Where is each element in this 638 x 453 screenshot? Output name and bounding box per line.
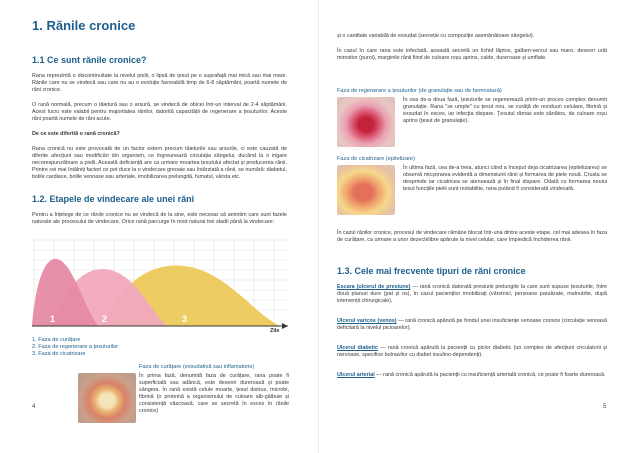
section-1-2-title: 1.2. Etapele de vindecare ale unei răni <box>32 194 195 204</box>
phase-legend-2: 2. Faza de regenerare a țesuturilor <box>32 344 119 350</box>
phase-3-text: În ultima fază, cea de-a treia, atunci când a început deja cicatrizarea (epitelizarea) se observă micșorarea evidentă a dimensiunii rănii și formarea de piele nouă. Crusta se desprinde iar cicatricea se atenuează și în final dispare. Odată cu formarea noului țesut funcțiile pielii sunt restabilite, rana putând fi considerată vindecată. <box>403 165 607 193</box>
wound-type-desc: — rană cronică datorată presiunii prelungite la care sunt supuse țesuturile, între două planuri dure (pat și os), în cazul pacienților imobilizați (vârstnici, persoane paralizate, malnutrite, după intervenții chirurgicale). <box>337 284 607 305</box>
phase-legend-3: 3. Faza de cicatrizare <box>32 351 86 357</box>
wound-type-name: Ulcerul varicos (venos) <box>337 318 397 324</box>
wound-type-desc: — rană cronică apărută la pacienții cu insuficiență arterială cronică, ce poate fi foarte dureroasă. <box>374 372 606 378</box>
wound-type-arterial <box>337 372 607 379</box>
wound-type-name: Escara (ulcerul de presiune) <box>337 284 411 290</box>
phase-2-caption: Faza de regenerare a țesuturilor (de granulație sau de hemostază) <box>337 88 502 94</box>
chronic-block-paragraph: În cazul rănilor cronice, procesul de vindecare rămâne blocat într-una dintre aceste etape, cel mai adesea în faza de curățare, ca urmare a unor dezechilibre apărute la nivel celular, care împiedică închiderea rănii. <box>337 230 607 244</box>
phase-2-marker: 2 <box>102 314 108 324</box>
right-page <box>319 0 638 453</box>
wound-type-desc: — rană cronică apărută pe fondul unei insuficiențe venoase cronice (circulație venoasă deficitară la nivelul picioarelor). <box>337 318 607 332</box>
wound-type-desc: — rană cronică apărută la pacienții cu picior diabetic (un complex de afecțiuni circulatorii și nervoase, specifice bolnavilor cu diabet insulino-dependenți). <box>337 345 607 359</box>
wound-type-name: Ulcerul arterial <box>337 372 375 378</box>
wound-type-escara <box>337 284 607 305</box>
continuation-text: și o cantitate variabilă de exsudat (secreție cu compoziție asemănătoare sângelui). <box>337 33 535 39</box>
phase-1-marker: 1 <box>50 314 56 324</box>
wound-type-name: Ulcerul diabetic <box>337 345 378 351</box>
x-axis-label: Zile <box>270 328 280 332</box>
phase-1-caption: Faza de curățare (exsudativă sau inflamatorie) <box>139 364 255 370</box>
s12-paragraph: Pentru a înțelege de ce rănile cronice nu se vindecă de la sine, este necesar să amintim care sunt fazele naturale ale procesului de vindecare. Orice rană parcurge în mod natural trei stadii până la vindecare: <box>32 212 287 226</box>
section-1-1-title: 1.1 Ce sunt rănile cronice? <box>32 55 147 65</box>
chapter-title: 1. Rănile cronice <box>32 18 136 33</box>
healing-phases-chart <box>32 238 288 332</box>
phase-3-caption: Faza de cicatrizare (epitelizare) <box>337 156 416 162</box>
s11-paragraph-3: Rana cronică nu este provocată de un factor extern precum tăieturile sau arsurile, ci este cauzată de diferite afecțiuni sau modificări din organism, ce îngreunează circulația sângelui, ducând la o irigare necorespunzătoare a pielii. Această deficiență are ca urmare moartea țesutului afectat și producerea rănii. Printre cei mai întâlniți factori ce pot duce la o vindecare greoaie sau întârziată a rănii, se numără: diabetul, bolile cardiace, bolile venoase sau arteriale, imobilizarea prelungită, fumatul, vârsta etc. <box>32 146 287 181</box>
phase-2-wound-image <box>337 97 395 147</box>
phase-1-text: În prima fază, denumită faza de curățare, rana poate fi superficială sau adâncă, este deseori dureroasă și poate sângera. În rană există celule moarte, țesut distrus, microbi, fibrină (o proteină a organismului de culoare alb-gălbuie și consistență vâscoasă, care se secretă în exces în rănile cronice) <box>139 373 289 415</box>
phase-legend-1: 1. Faza de curățare <box>32 337 81 343</box>
phase-1-wound-image <box>78 373 136 423</box>
wound-type-varicos <box>337 318 607 332</box>
page-number-left: 4 <box>32 404 36 410</box>
s11-paragraph-1: Rana reprezintă o discontinuitate la nivelul pielii, o lipsă de țesut pe o suprafață mai mică sau mai mare. Rănile care nu se vindecă sau care nu au o evoluție favorabilă timp de 6-8 săptămâni, poartă numele de răni cronice. <box>32 73 287 94</box>
page-number-right: 5 <box>603 404 607 410</box>
wound-type-diabetic <box>337 345 607 359</box>
s11-question: De ce este diferită o rană cronică? <box>32 131 120 137</box>
phase-2-text: În cea de-a doua fază, țesuturile se regenerează printr-un proces complex denumit granulație. Rana "se umple" cu țesut nou, se curăță de reziduuri celulare, fibrină și exsudat în exces, iar infecția dispare. Țesutul rămas este sănătos, de culoare roșu aprins (țesut de granulație). <box>403 97 607 125</box>
section-1-3-title: 1.3. Cele mai frecvente tipuri de răni cronice <box>337 266 526 276</box>
phase-3-marker: 3 <box>182 314 188 324</box>
phase-3-wound-image <box>337 165 395 215</box>
s11-paragraph-2: O rană normală, precum o tăietură sau o arsură, se vindecă de obicei într-un interval de 2-4 săptămâni. Acest lucru este valabil pentru majoritatea rănilor, datorită capacității de regenerare a țesuturilor. Aceste răni poartă numele de răni acute. <box>32 102 287 123</box>
x-axis-arrow <box>282 323 288 329</box>
infection-paragraph: În cazul în care rana este infectată, această secretă un lichid lăptos, galben-verzui sau maro, deseori urât mirositor (puroi), marginile rănii fiind de culoare roșu aprins, calde, dureroase și umflate. <box>337 48 607 62</box>
